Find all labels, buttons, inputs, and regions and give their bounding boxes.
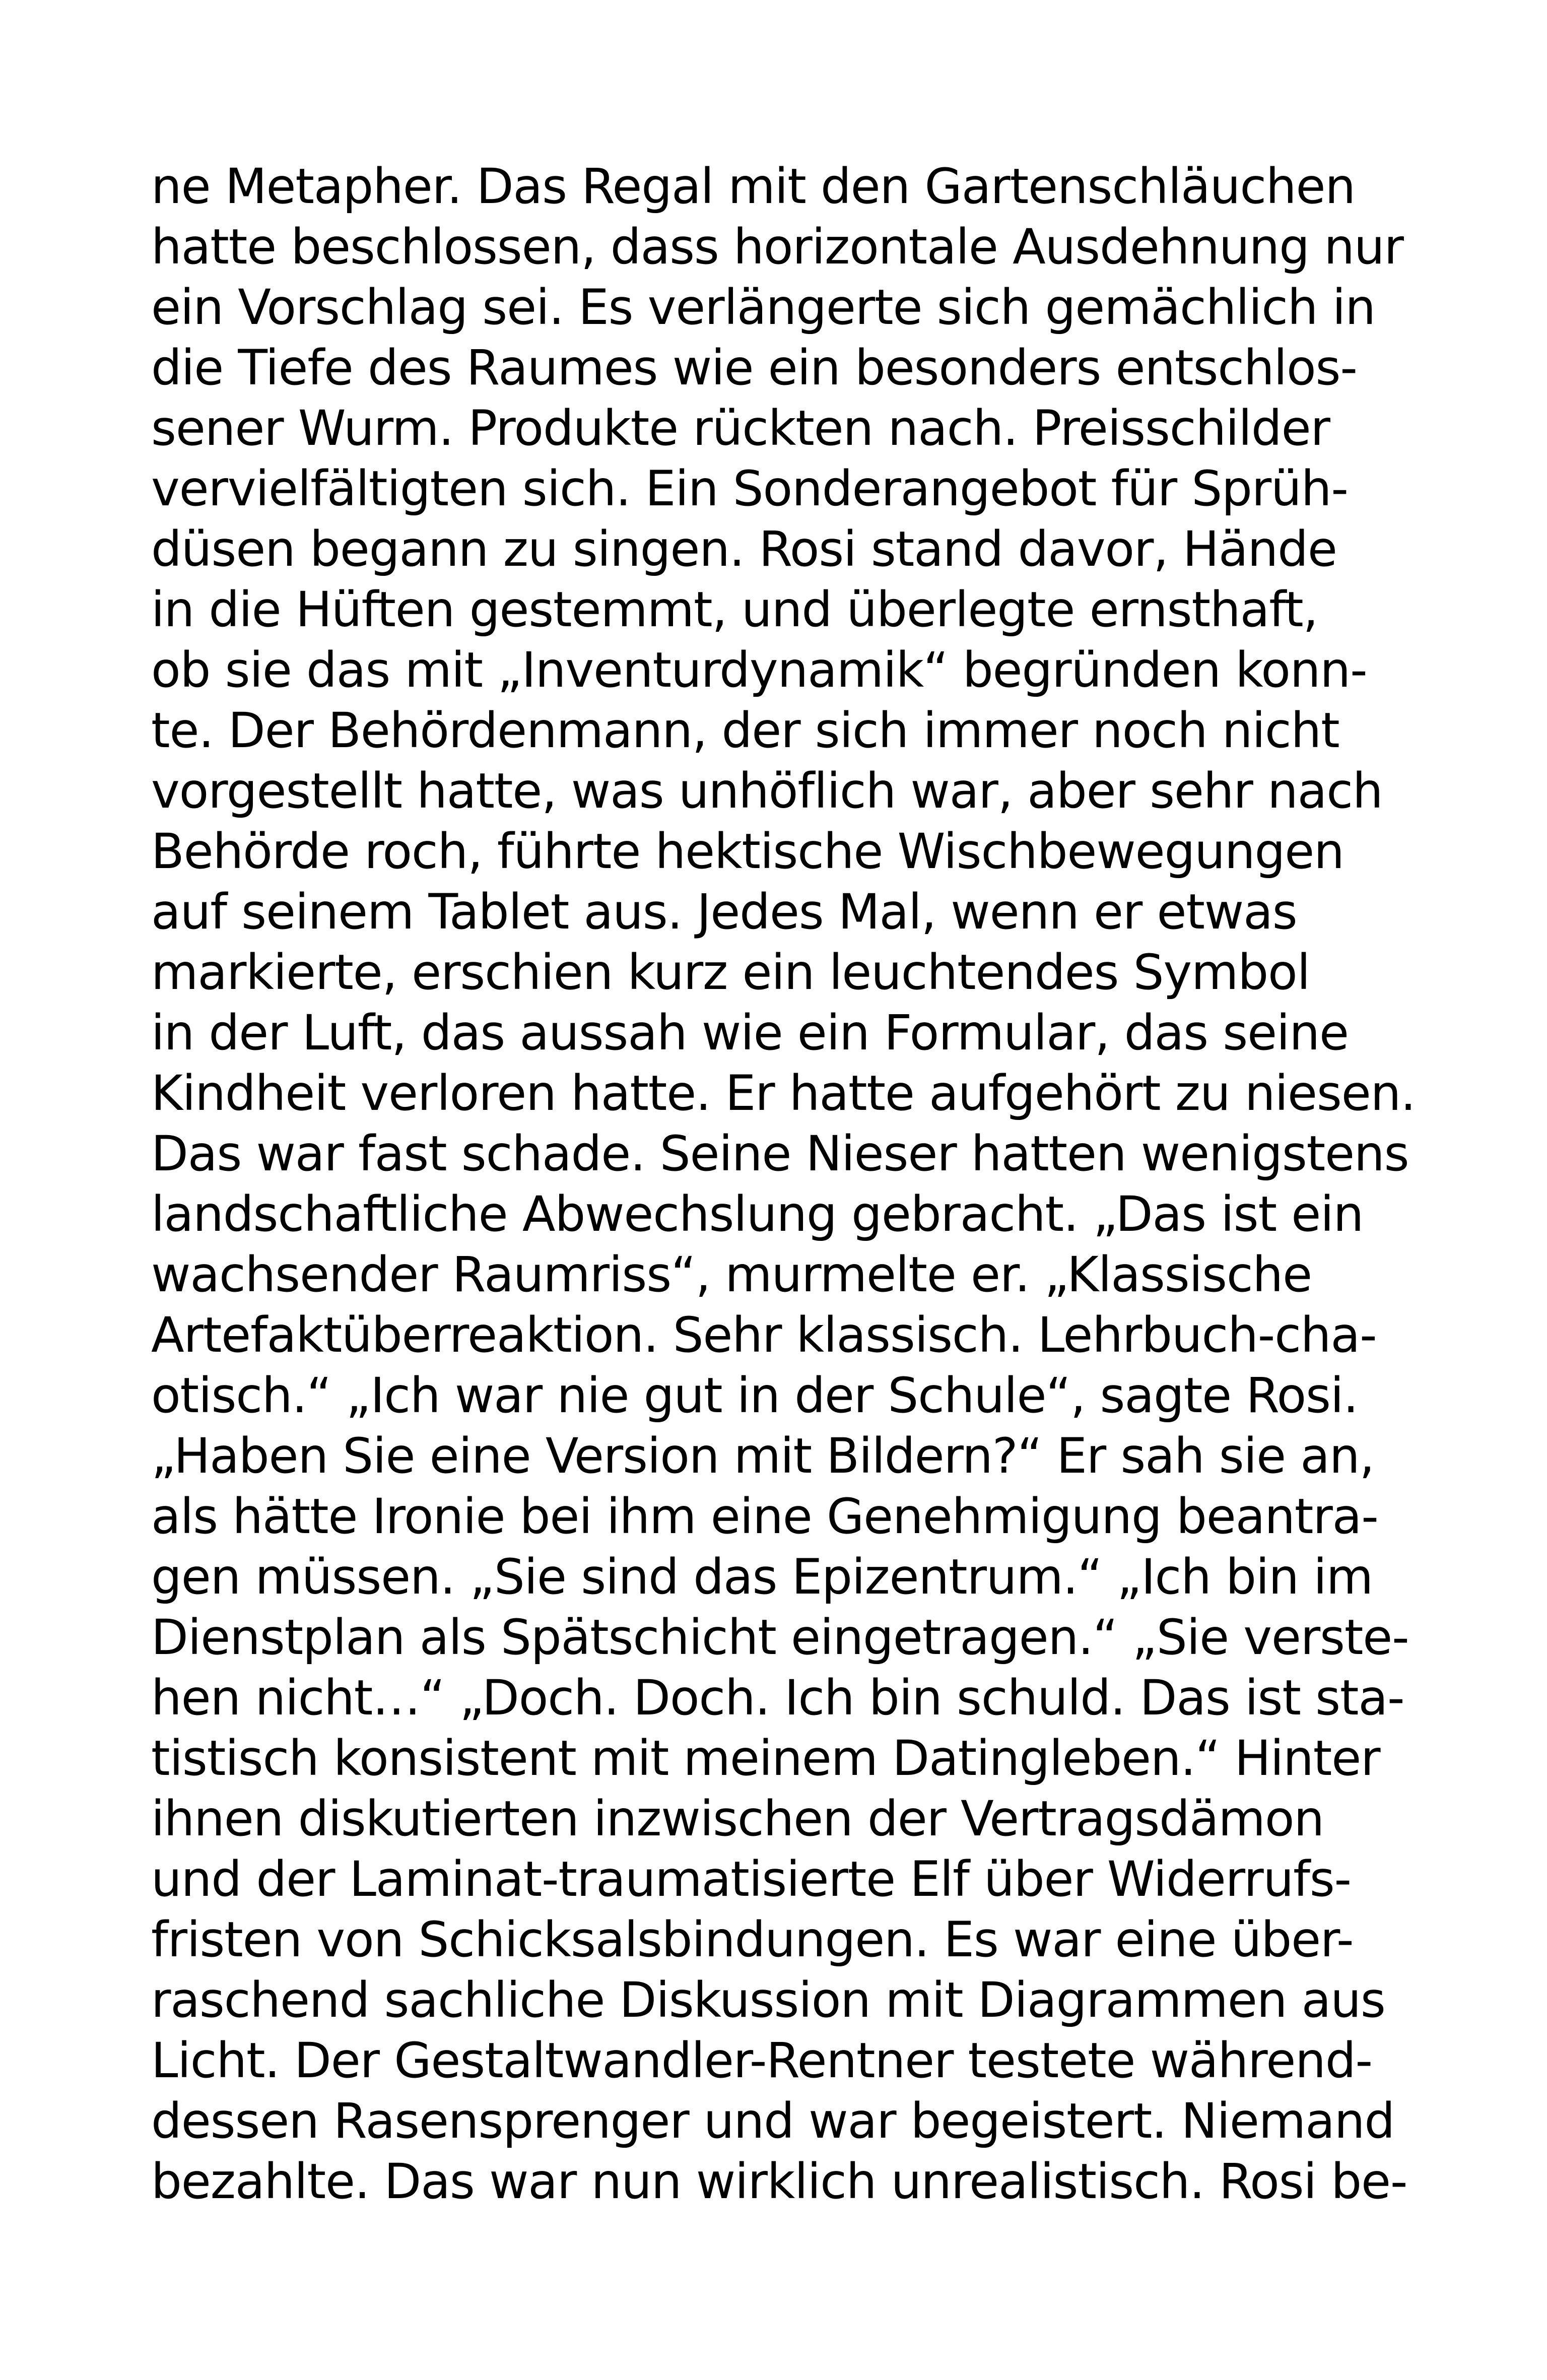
text-line: vervielfältigten sich. Ein Sonderangebot für Sprüh- xyxy=(151,460,1348,517)
text-line: Licht. Der Gestaltwandler-Rentner testete während- xyxy=(151,2032,1373,2089)
text-line: die Tiefe des Raumes wie ein besonders entschlos- xyxy=(151,340,1357,396)
text-line: düsen begann zu singen. Rosi stand davor, Hände xyxy=(151,521,1337,577)
text-line: fristen von Schicksalsbindungen. Es war eine über- xyxy=(151,1911,1354,1968)
text-line: vorgestellt hatte, was unhöflich war, aber sehr nach xyxy=(151,763,1383,819)
text-line: „Haben Sie eine Version mit Bildern?“ Er sah sie an, xyxy=(151,1428,1374,1484)
text-line: und der Laminat-traumatisierte Elf über Widerrufs- xyxy=(151,1851,1351,1907)
text-line: markierte, erschien kurz ein leuchtendes Symbol xyxy=(151,944,1310,1001)
text-line: otisch.“ „Ich war nie gut in der Schule“, sagte Rosi. xyxy=(151,1367,1358,1424)
text-line: ein Vorschlag sei. Es verlängerte sich gemächlich in xyxy=(151,279,1375,336)
body-text xyxy=(151,156,1416,2212)
text-line: in der Luft, das aussah wie ein Formular, das seine xyxy=(151,1005,1349,1061)
text-line: sener Wurm. Produkte rückten nach. Preisschilder xyxy=(151,400,1330,456)
text-line: raschend sachliche Diskussion mit Diagrammen aus xyxy=(151,1972,1385,2028)
text-line: Behörde roch, führte hektische Wischbewegungen xyxy=(151,823,1344,880)
text-line: landschaftliche Abwechslung gebracht. „Das ist ein xyxy=(151,1186,1364,1242)
text-line: Dienstplan als Spätschicht eingetragen.“ „Sie verste- xyxy=(151,1609,1409,1666)
text-line: ne Metapher. Das Regal mit den Gartenschläuchen xyxy=(151,158,1356,215)
text-line: dessen Rasensprenger und war begeistert. Niemand xyxy=(151,2093,1395,2149)
text-line: gen müssen. „Sie sind das Epizentrum.“ „Ich bin im xyxy=(151,1549,1373,1605)
text-line: in die Hüften gestemmt, und überlegte ernsthaft, xyxy=(151,581,1318,638)
text-line: tistisch konsistent mit meinem Datingleben.“ Hinter xyxy=(151,1730,1380,1787)
text-line: Das war fast schade. Seine Nieser hatten wenigstens xyxy=(151,1126,1409,1182)
text-line: hatte beschlossen, dass horizontale Ausdehnung nur xyxy=(151,219,1403,275)
text-line: wachsender Raumriss“, murmelte er. „Klassische xyxy=(151,1246,1312,1303)
text-line: als hätte Ironie bei ihm eine Genehmigung beantra- xyxy=(151,1488,1378,1545)
text-line: bezahlte. Das war nun wirklich unrealistisch. Rosi be- xyxy=(151,2153,1407,2210)
text-line: Kindheit verloren hatte. Er hatte aufgehört zu niesen. xyxy=(151,1065,1416,1121)
text-line: ihnen diskutierten inzwischen der Vertragsdämon xyxy=(151,1791,1324,1847)
text-line: te. Der Behördenmann, der sich immer noch nicht xyxy=(151,702,1339,759)
text-line: ob sie das mit „Inventurdynamik“ begründen konn- xyxy=(151,642,1367,698)
text-line: hen nicht…“ „Doch. Doch. Ich bin schuld. Das ist sta- xyxy=(151,1670,1404,1726)
text-line: Artefaktüberreaktion. Sehr klassisch. Lehrbuch-cha- xyxy=(151,1307,1377,1363)
text-line: auf seinem Tablet aus. Jedes Mal, wenn er etwas xyxy=(151,884,1297,940)
